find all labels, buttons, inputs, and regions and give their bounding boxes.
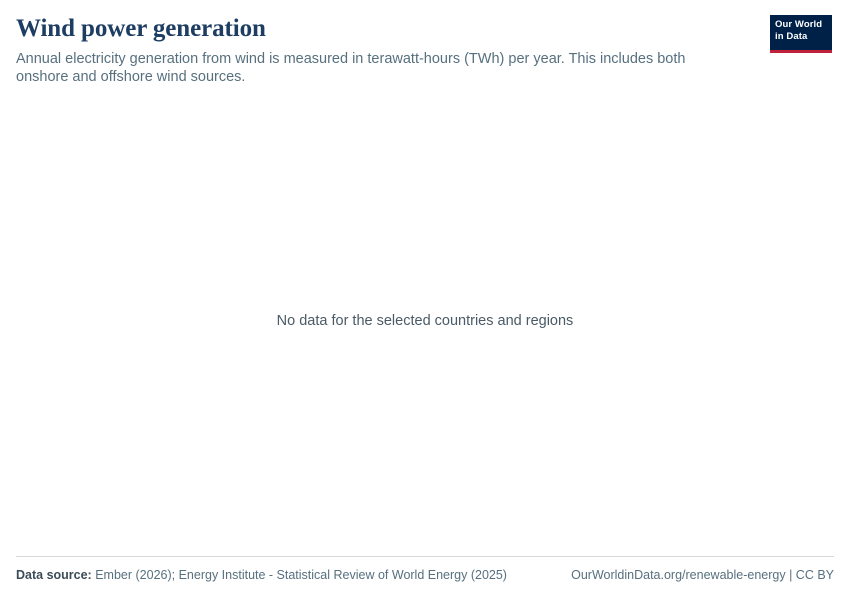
footer-divider — [16, 556, 834, 557]
data-source-value: Ember (2026); Energy Institute - Statistical Review of World Energy (2025) — [95, 568, 507, 582]
chart-subtitle: Annual electricity generation from wind is measured in terawatt-hours (TWh) per year. This includes both onshore and offshore wind sources. — [16, 51, 686, 85]
data-source-label: Data source: — [16, 568, 92, 582]
no-data-message: No data for the selected countries and regions — [276, 313, 574, 329]
owid-logo-line1: Our World — [775, 19, 823, 30]
owid-logo-line2: in Data — [775, 30, 808, 42]
footer-attribution — [571, 568, 834, 582]
chart-header — [16, 14, 834, 86]
chart-plot-area — [16, 100, 834, 542]
chart-footer — [16, 568, 834, 588]
footer-separator: | — [785, 568, 796, 582]
license-label[interactable]: CC BY — [795, 568, 834, 582]
page-title: Wind power generation — [16, 15, 266, 42]
data-source — [16, 568, 507, 582]
owid-url-link[interactable]: OurWorldinData.org/renewable-energy — [571, 568, 786, 582]
owid-logo[interactable] — [770, 15, 832, 53]
